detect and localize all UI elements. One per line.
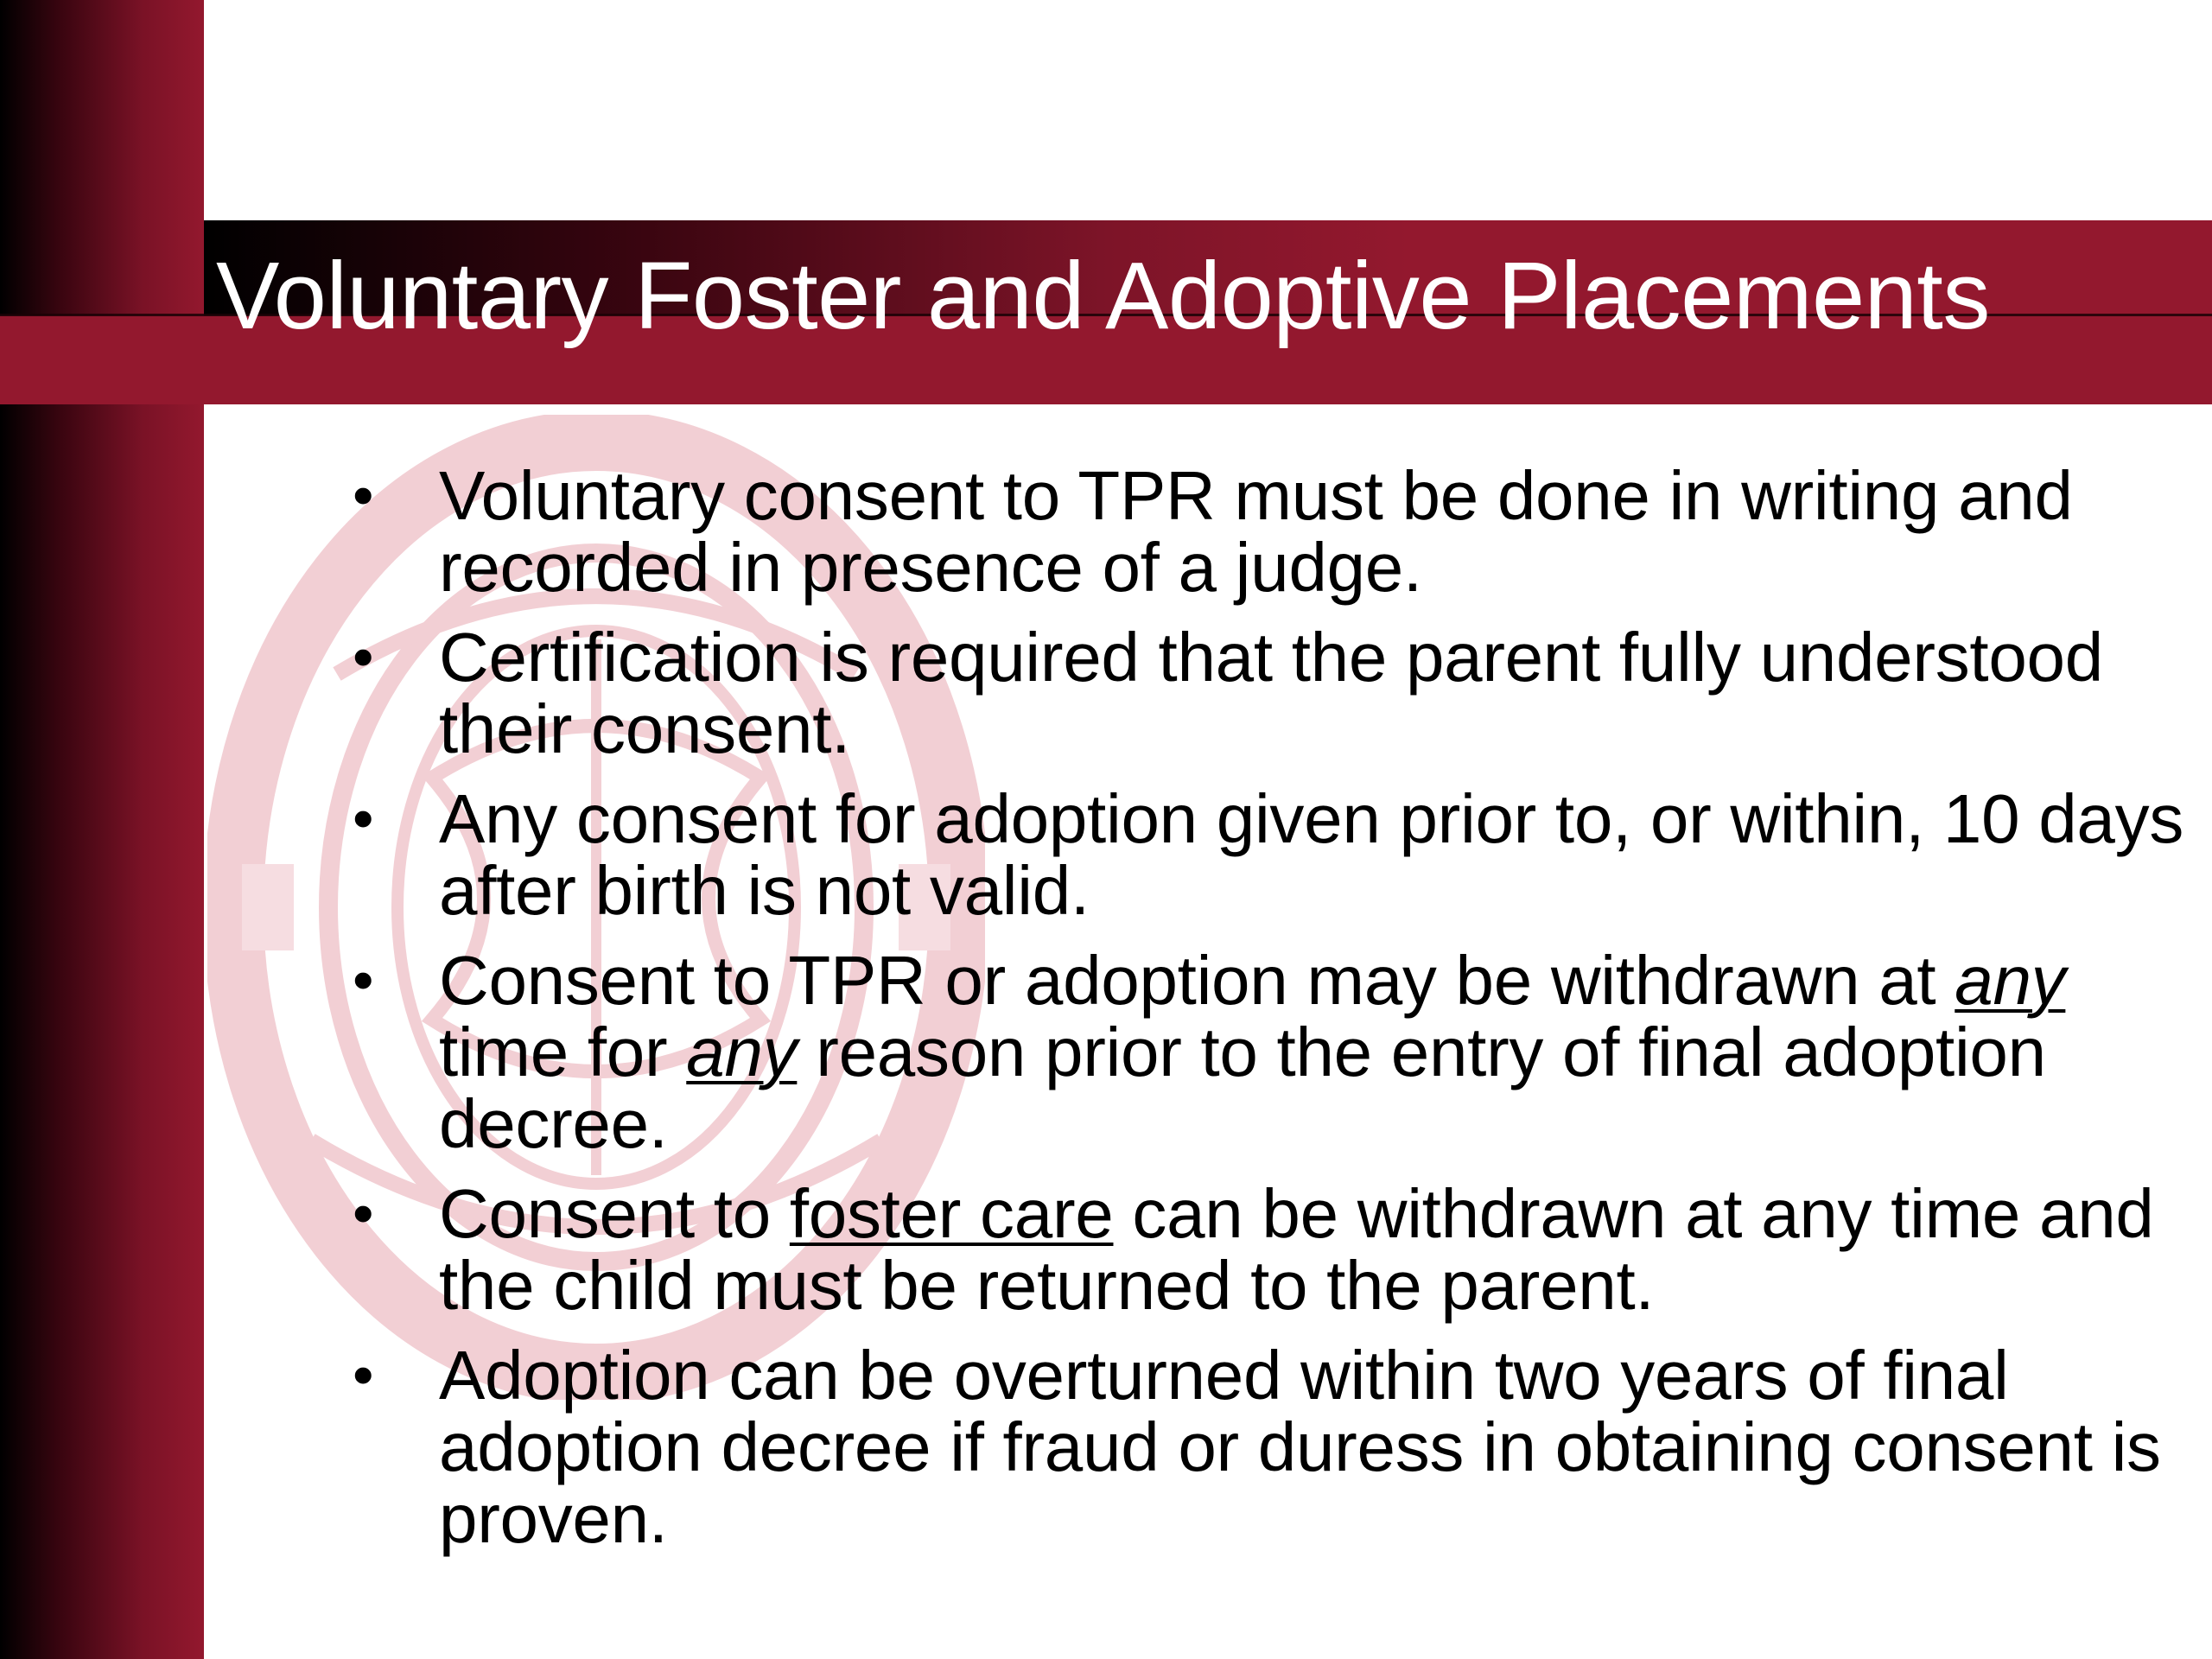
bullet-item [346, 944, 2186, 1160]
bullet-list-container [346, 457, 2186, 1573]
bullet-item [346, 1337, 2186, 1557]
bullet-marker: • [353, 461, 374, 529]
bullet-text: Adoption can be overturned within two years of final adoption decree if fraud or duress in obtaining consent is proven. [439, 1337, 2161, 1557]
bullet-text: time for [439, 1014, 687, 1090]
bullet-text: Voluntary consent to TPR must be done in writing and recorded in presence of a judge. [439, 457, 2073, 606]
bullet-marker: • [353, 1341, 374, 1408]
bullet-marker: • [353, 623, 374, 690]
bullet-text: can be withdrawn at any time and the child must be returned to the parent. [439, 1175, 2154, 1324]
emphasis-foster-care: foster care [789, 1175, 1114, 1252]
bullet-text: Consent to [439, 1175, 790, 1252]
bullet-marker: • [353, 785, 374, 852]
bullet-text: Consent to TPR or adoption may be withdrawn at [439, 942, 1955, 1019]
bullet-item [346, 457, 2186, 606]
title-band-left-cap [0, 220, 204, 315]
slide-title: Voluntary Foster and Adoptive Placements [216, 243, 1990, 349]
bullet-list [346, 457, 2186, 1557]
bullet-marker: • [353, 946, 374, 1014]
bullet-text: Certification is required that the parent fully understood their consent. [439, 619, 2103, 767]
bullet-text: reason prior to the entry of final adoption decree. [439, 1014, 2046, 1162]
emphasis-any: any [686, 1014, 798, 1090]
bullet-marker: • [353, 1179, 374, 1247]
emphasis-any: any [1955, 942, 2066, 1019]
bullet-item [346, 1175, 2186, 1324]
bullet-item [346, 780, 2186, 929]
bullet-text: Any consent for adoption given prior to, or within, 10 days after birth is not valid. [439, 780, 2184, 929]
bullet-item [346, 621, 2186, 765]
